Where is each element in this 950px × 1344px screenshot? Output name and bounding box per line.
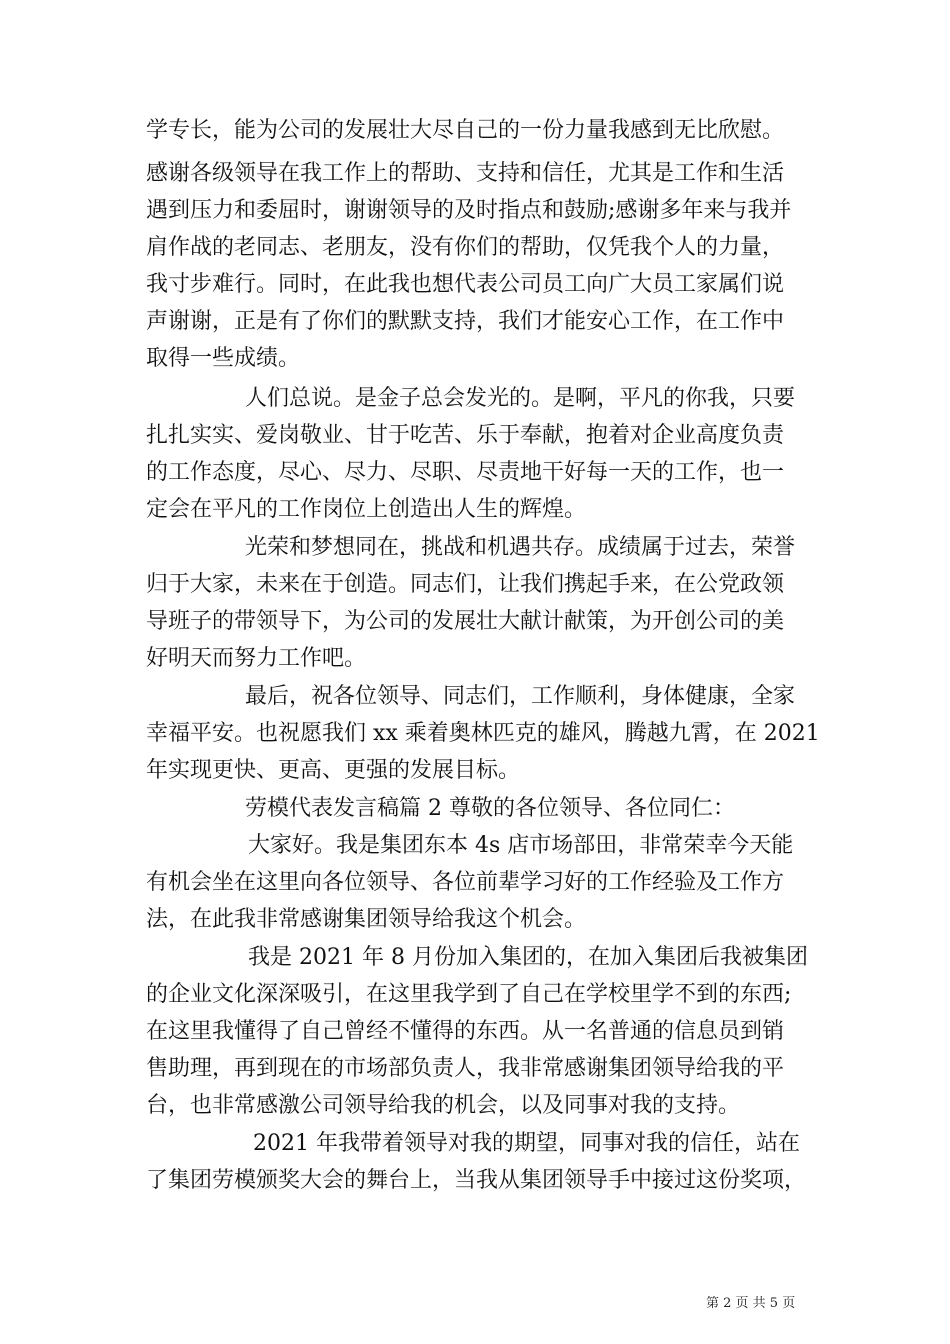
body-line: 遇到压力和委屈时，谢谢领导的及时指点和鼓励;感谢多年来与我并 [146,198,792,223]
paragraph-first-line: 大家好。我是集团东本 4s 店市场部田，非常荣幸今天能 [248,833,794,858]
body-line: 我寸步难行。同时，在此我也想代表公司员工向广大员工家属们说 [146,272,785,297]
body-line: 了集团劳模颁奖大会的舞台上，当我从集团领导手中接过这份奖项， [146,1168,807,1193]
body-line: 定会在平凡的工作岗位上创造出人生的辉煌。 [146,497,587,522]
body-line: 售助理，再到现在的市场部负责人，我非常感谢集团领导给我的平 [146,1056,785,1081]
body-line: 肩作战的老同志、老朋友，没有你们的帮助，仅凭我个人的力量， [146,235,785,260]
page-number-footer: 第 2 页 共 5 页 [706,1296,796,1311]
body-line: 的企业文化深深吸引，在这里我学到了自己在学校里学不到的东西; [146,982,792,1007]
body-line: 声谢谢，正是有了你们的默默支持，我们才能安心工作，在工作中 [146,309,785,334]
paragraph-first-line: 人们总说。是金子总会发光的。是啊，平凡的你我，只要 [245,386,796,411]
paragraph-first-line: 最后，祝各位领导、同志们，工作顺利，身体健康，全家 [245,684,796,709]
body-line: 归于大家，未来在于创造。同志们，让我们携起手来，在公党政领 [146,572,785,597]
body-line: 好明天而努力工作吧。 [146,646,367,671]
body-line: 幸福平安。也祝愿我们 xx 乘着奥林匹克的雄风，腾越九霄，在 2021 [146,721,820,746]
body-line: 扎扎实实、爱岗敬业、甘于吃苦、乐于奉献，抱着对企业高度负责 [146,423,785,448]
body-line: 的工作态度，尽心、尽力、尽职、尽责地干好每一天的工作，也一 [146,460,785,485]
body-line: 有机会坐在这里向各位领导、各位前辈学习好的工作经验及工作方 [146,870,785,895]
paragraph-first-line: 光荣和梦想同在，挑战和机遇共存。成绩属于过去，荣誉 [245,535,796,560]
paragraph-first-line: 2021 年我带着领导对我的期望，同事对我的信任，站在 [253,1131,800,1156]
body-line: 学专长，能为公司的发展壮大尽自己的一份力量我感到无比欣慰。 [146,118,785,143]
body-line: 导班子的带领导下，为公司的发展壮大献计献策，为开创公司的美 [146,609,785,634]
section-heading: 劳模代表发言稿篇 2 尊敬的各位领导、各位同仁： [245,796,735,821]
body-line: 法，在此我非常感谢集团领导给我这个机会。 [146,907,587,932]
body-line: 在这里我懂得了自己曾经不懂得的东西。从一名普通的信息员到销 [146,1019,785,1044]
paragraph-first-line: 我是 2021 年 8 月份加入集团的，在加入集团后我被集团 [248,945,808,970]
body-line: 取得一些成绩。 [146,346,301,371]
body-line: 台，也非常感激公司领导给我的机会，以及同事对我的支持。 [146,1093,741,1118]
body-line: 年实现更快、更高、更强的发展目标。 [146,758,521,783]
body-line: 感谢各级领导在我工作上的帮助、支持和信任，尤其是工作和生活 [146,161,785,186]
